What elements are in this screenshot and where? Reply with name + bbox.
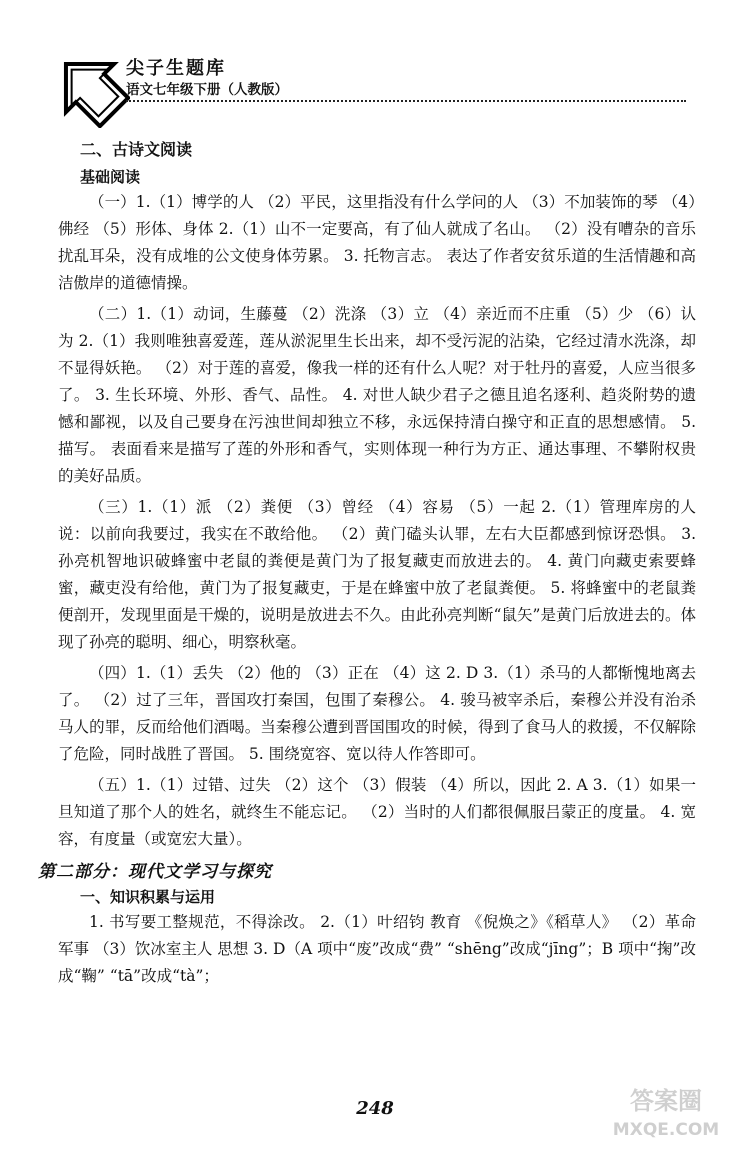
book-brand: 尖子生题库 bbox=[126, 58, 226, 79]
watermark-logo-icon bbox=[596, 1081, 736, 1143]
page-content bbox=[38, 137, 696, 994]
answer-paragraph-5: （五）1.（1）过错、过失 （2）这个 （3）假装 （4）所以，因此 2. A 3.（1）如果一旦知道了那个人的姓名，就终生不能忘记。 （2）当时的人们都很佩服吕蒙正的度量。 4. 宽容，有度量（或宽宏大量）。 bbox=[58, 776, 696, 848]
section-title-gushiwen: 二、古诗文阅读 bbox=[80, 140, 193, 159]
header-divider bbox=[126, 100, 686, 102]
answer-paragraph-1: （一）1.（1）博学的人 （2）平民，这里指没有什么学问的人 （3）不加装饰的琴 （4）佛经 （5）形体、身体 2.（1）山不一定要高，有了仙人就成了名山。 （2）没有嘈杂的音乐扰乱耳朵，没有成堆的公文使身体劳累。 3. 托物言志。 表达了作者安贫乐道的生活情趣和高洁傲岸的道德情操。 bbox=[58, 193, 696, 292]
answer-paragraph-3: （三）1.（1）派 （2）粪便 （3）曾经 （4）容易 （5）一起 2.（1）管理库房的人说：以前向我要过，我实在不敢给他。 （2）黄门磕头认罪，左右大臣都感到惊讶恐惧。 3. 孙亮机智地识破蜂蜜中老鼠的粪便是黄门为了报复藏吏而放进去的。 4. 黄门向藏吏索要蜂蜜，藏吏没有给他，黄门为了报复藏吏，于是在蜂蜜中放了老鼠粪便。 5. 将蜂蜜中的老鼠粪便剖开，发现里面是干燥的，说明是放进去不久。由此孙亮判断“鼠矢”是黄门后放进去的。体现了孙亮的聪明、细心，明察秋毫。 bbox=[58, 498, 696, 651]
book-subtitle: 语文七年级下册（人教版） bbox=[126, 82, 288, 98]
answer-paragraph-6: 1. 书写要工整规范，不得涂改。 2.（1）叶绍钧 教育 《倪焕之》《稻草人》 （2）革命 军事 （3）饮冰室主人 思想 3. D（A 项中“废”改成“费” “shēng”改成“jīng”；B 项中“掬”改成“鞠” “tā”改成“tà”； bbox=[58, 913, 696, 985]
section-title-zhishi: 一、知识积累与运用 bbox=[80, 888, 216, 906]
watermark-line1: 答案圈 bbox=[630, 1087, 702, 1115]
page-number: 248 bbox=[356, 1098, 394, 1119]
part-two-title: 第二部分：现代文学习与探究 bbox=[38, 862, 272, 882]
page-header bbox=[50, 48, 690, 128]
watermark-line2: MXQE.COM bbox=[612, 1120, 720, 1140]
subsection-title-jichu: 基础阅读 bbox=[80, 168, 141, 186]
answer-paragraph-4: （四）1.（1）丢失 （2）他的 （3）正在 （4）这 2. D 3.（1）杀马的人都惭愧地离去了。 （2）过了三年，晋国攻打秦国，包围了秦穆公。 4. 骏马被宰杀后，秦穆公并没有治杀马人的罪，反而给他们酒喝。当秦穆公遭到晋国围攻的时候，得到了食马人的救援，不仅解除了危险，同时战胜了晋国。 5. 围绕宽容、宽以待人作答即可。 bbox=[58, 664, 696, 763]
answer-paragraph-2: （二）1.（1）动词，生藤蔓 （2）洗涤 （3）立 （4）亲近而不庄重 （5）少 （6）认为 2.（1）我则唯独喜爱莲，莲从淤泥里生长出来，却不受污泥的沾染，它经过清水洗涤，却不显得妖艳。 （2）对于莲的喜爱，像我一样的还有什么人呢？对于牡丹的喜爱，人应当很多了。 3. 生长环境、外形、香气、品性。 4. 对世人缺少君子之德且追名逐利、趋炎附势的遗憾和鄙视，以及自己要身在污浊世间却独立不移，永远保持清白操守和正直的思想感情。 5. 描写。 表面看来是描写了莲的外形和香气，实则体现一种行为方正、通达事理、不攀附权贵的美好品质。 bbox=[58, 305, 696, 485]
arrow-logo-icon bbox=[50, 48, 130, 128]
